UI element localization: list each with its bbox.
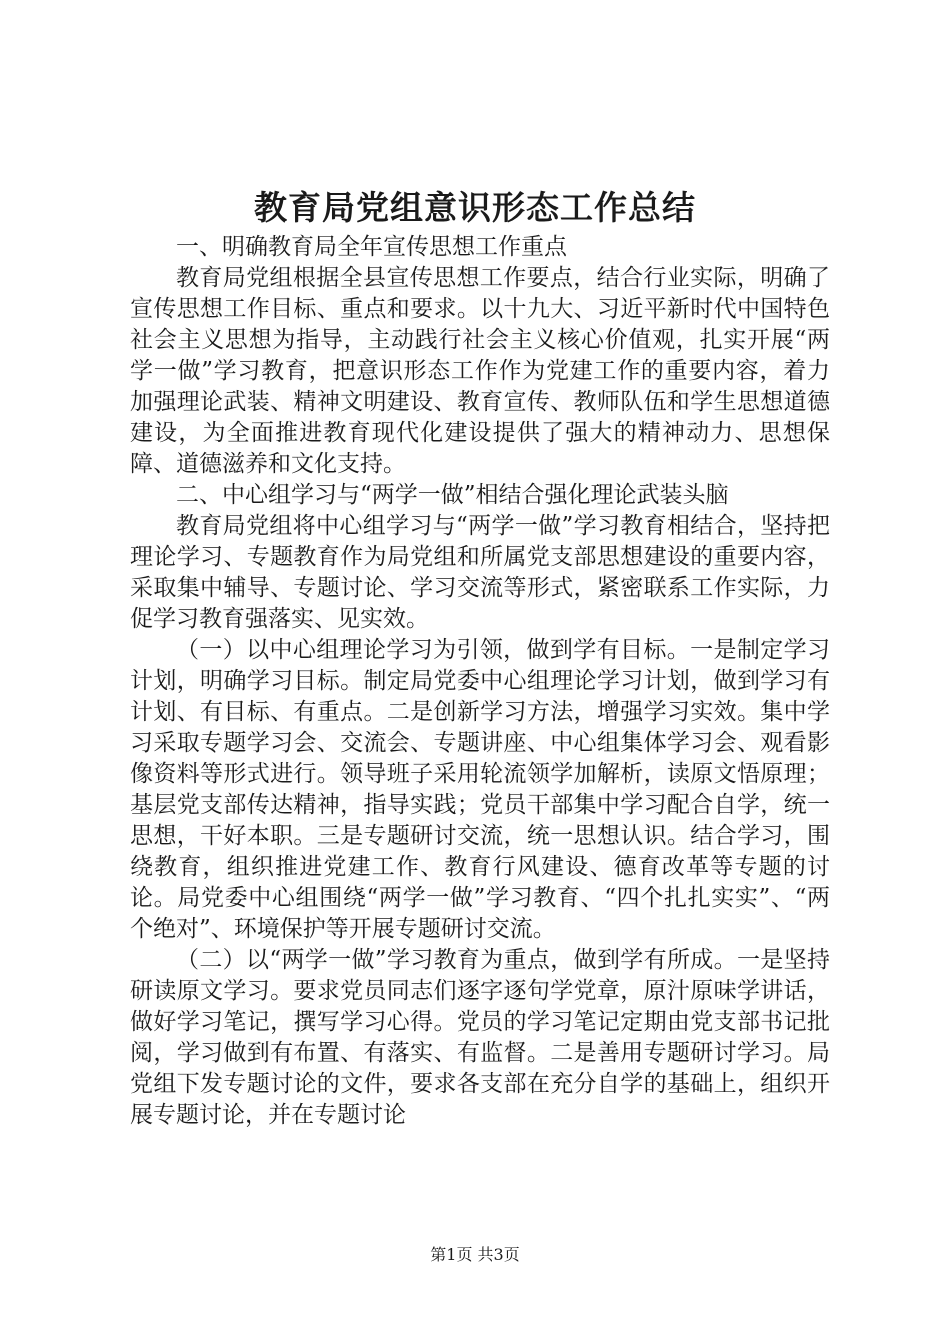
paragraph-1: 教育局党组根据全县宣传思想工作要点，结合行业实际，明确了宣传思想工作目标、重点和要求。以十九大、习近平新时代中国特色社会主义思想为指导，主动践行社会主义核心价值观，扎实开展“两学一做”学习教育，把意识形态工作作为党建工作的重要内容，着力加强理论武装、精神文明建设、教育宣传、教师队伍和学生思想道德建设，为全面推进教育现代化建设提供了强大的精神动力、思想保障、道德滋养和文化支持。 <box>130 265 830 477</box>
paragraph-2: 教育局党组将中心组学习与“两学一做”学习教育相结合，坚持把理论学习、专题教育作为局党组和所属党支部思想建设的重要内容，采取集中辅导、专题讨论、学习交流等形式，紧密联系工作实际，力促学习教育强落实、见实效。 <box>130 513 830 632</box>
section-heading-2: 二、中心组学习与“两学一做”相结合强化理论武装头脑 <box>176 482 729 508</box>
page-number: 第1页 共3页 <box>430 1245 520 1264</box>
paragraph-3: （一）以中心组理论学习为引领，做到学有目标。一是制定学习计划，明确学习目标。制定局党委中心组理论学习计划，做到学习有计划、有目标、有重点。二是创新学习方法，增强学习实效。集中学习采取专题学习会、交流会、专题讲座、中心组集体学习会、观看影像资料等形式进行。领导班子采用轮流领学加解析，读原文悟原理；基层党支部传达精神，指导实践；党员干部集中学习配合自学，统一思想，干好本职。三是专题研讨交流，统一思想认识。结合学习，围绕教育，组织推进党建工作、教育行风建设、德育改革等专题的讨论。局党委中心组围绕“两学一做”学习教育、“四个扎扎实实”、“两个绝对”、环境保护等开展专题研讨交流。 <box>130 637 830 942</box>
paragraph-4: （二）以“两学一做”学习教育为重点，做到学有所成。一是坚持研读原文学习。要求党员同志们逐字逐句学党章，原汁原味学讲话，做好学习笔记，撰写学习心得。党员的学习笔记定期由党支部书记批阅，学习做到有布置、有落实、有监督。二是善用专题研讨学习。局党组下发专题讨论的文件，要求各支部在充分自学的基础上，组织开展专题讨论，并在专题讨论 <box>130 947 830 1128</box>
document-title: 教育局党组意识形态工作总结 <box>254 188 696 227</box>
document-body <box>130 232 830 1131</box>
section-heading-1: 一、明确教育局全年宣传思想工作重点 <box>176 234 567 260</box>
